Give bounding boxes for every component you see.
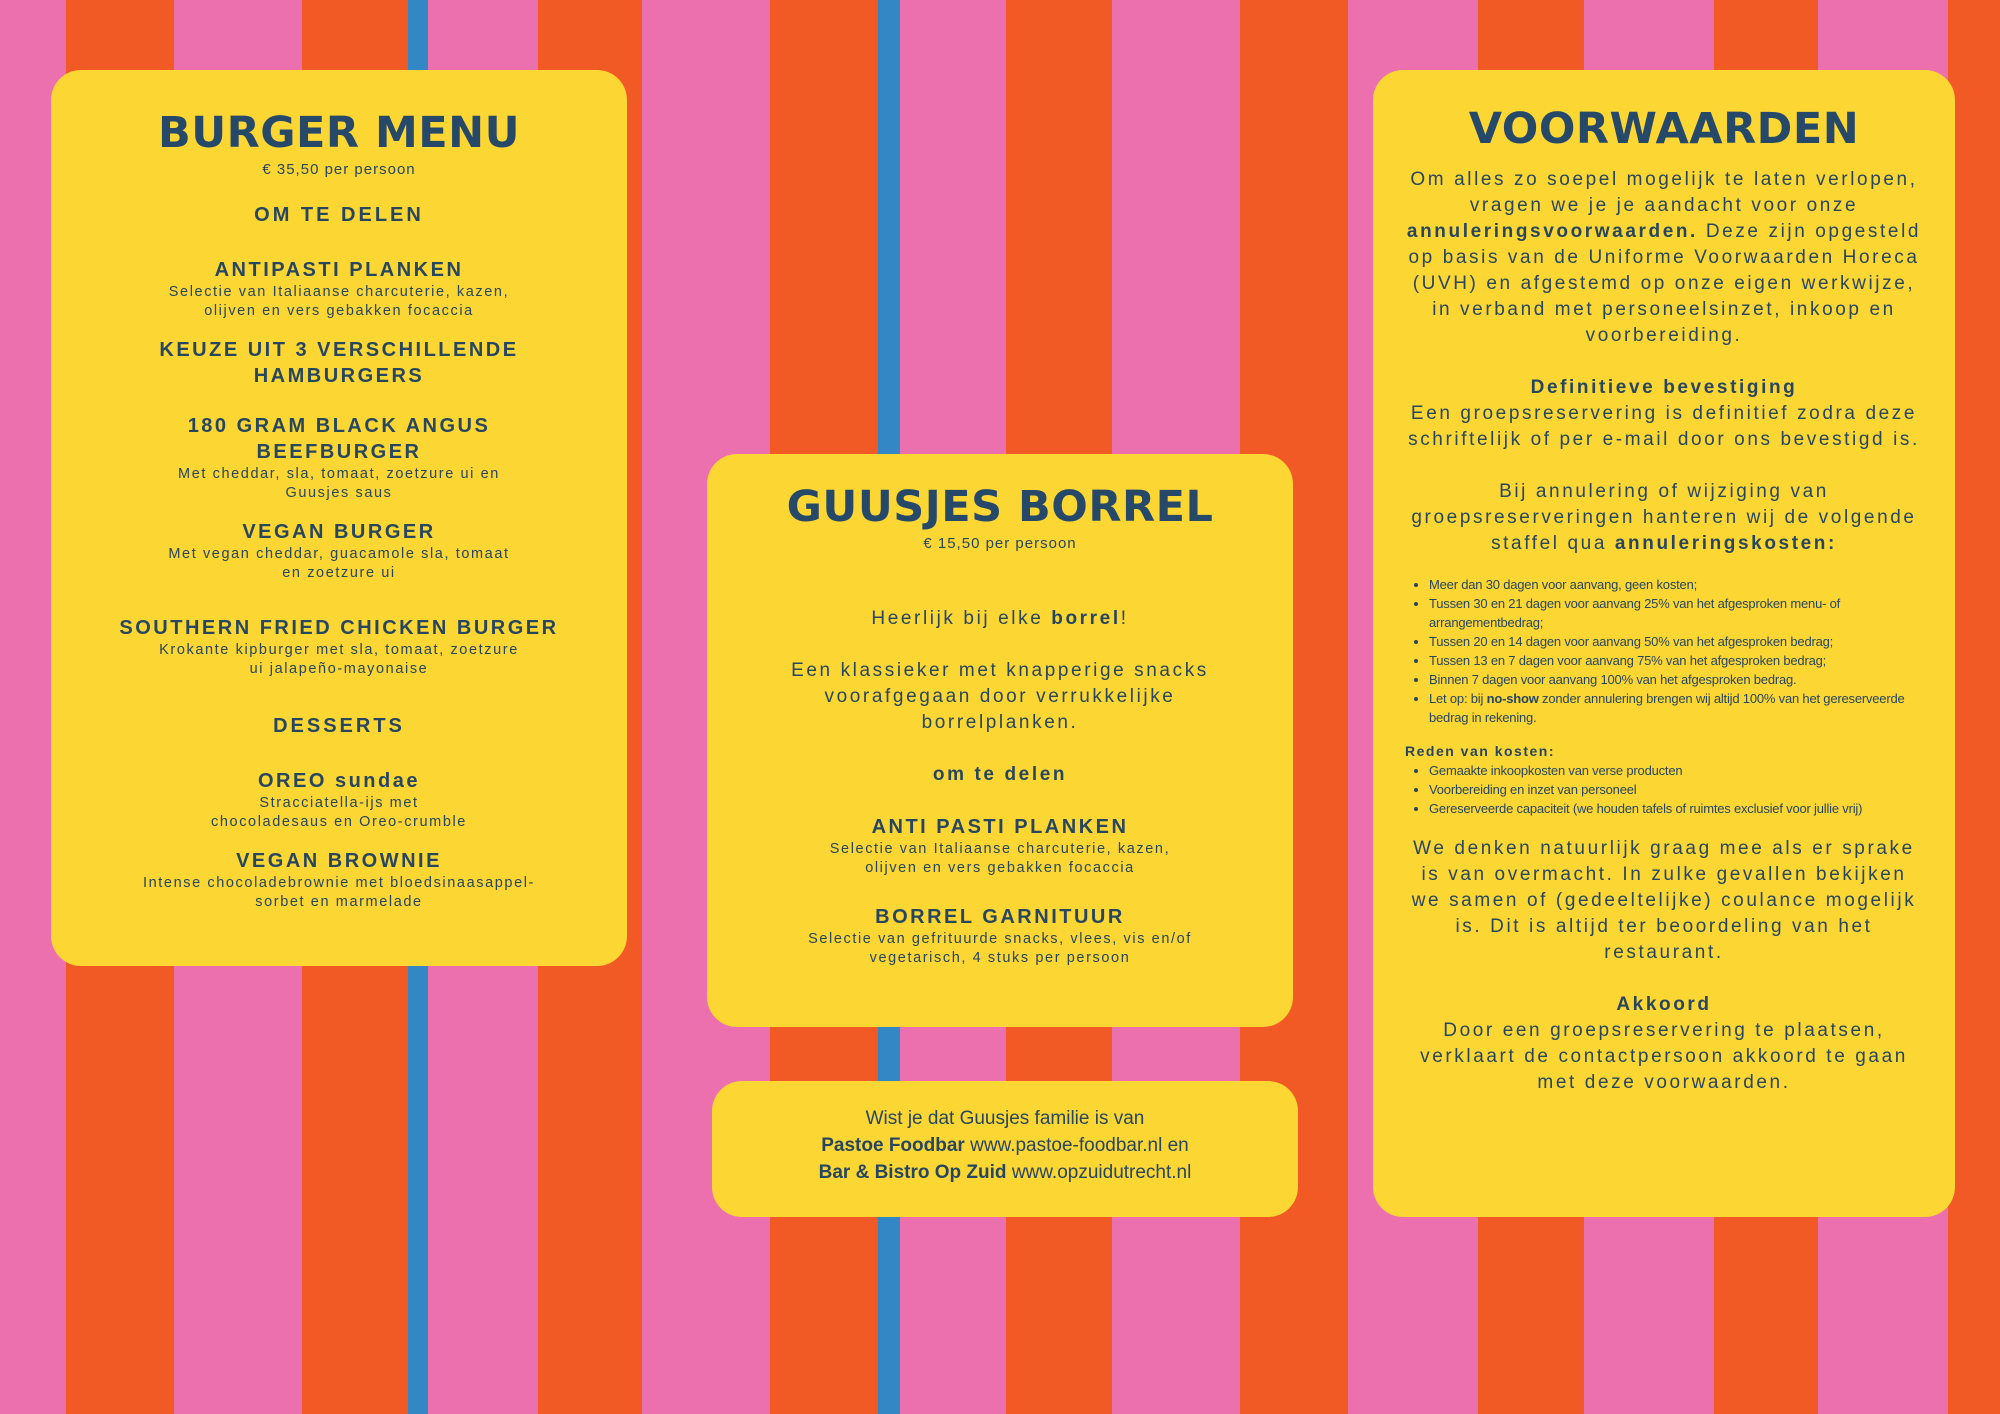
- cost-list-item: • Tussen 30 en 21 dagen voor aanvang 25% van het afgesproken menu- of arrangementbedrag;: [1429, 594, 1923, 632]
- voorwaarden-intro: [1405, 167, 1923, 349]
- no-show-bold: no-show: [1486, 691, 1539, 707]
- borrel-description: Een klassieker met knapperige snacks voorafgegaan door verrukkelijke borrelplanken.: [791, 660, 1209, 734]
- burger-menu-card: [51, 70, 627, 966]
- menu-item: [87, 615, 591, 679]
- borrel-intro: [747, 606, 1253, 632]
- dessert-item-title: VEGAN BROWNIE: [236, 850, 442, 873]
- reasons-list: [1405, 761, 1923, 818]
- menu-item: [87, 413, 591, 503]
- intro-bold: annuleringsvoorwaarden.: [1406, 221, 1698, 243]
- dessert-item-desc: Stracciatella-ijs met chocoladesaus en Oreo-crumble: [211, 795, 467, 831]
- menu-item: [87, 519, 591, 583]
- intro-text: Om alles zo soepel mogelijk te laten verlopen, vragen we je je aandacht voor onze: [1410, 169, 1918, 217]
- menu-item: [87, 257, 591, 321]
- family-line-pastoe: [732, 1132, 1278, 1159]
- pastoe-link[interactable]: www.pastoe-foodbar.nl: [970, 1135, 1163, 1156]
- dessert-item-desc: Intense chocoladebrownie met bloedsinaasappel-sorbet en marmelade: [142, 875, 535, 911]
- burger-menu-price: € 35,50 per persoon: [262, 161, 416, 179]
- borrel-item-title: ANTI PASTI PLANKEN: [871, 816, 1129, 839]
- family-card: [712, 1081, 1298, 1217]
- pastoe-brand: Pastoe Foodbar: [821, 1135, 965, 1156]
- menu-item-title: ANTIPASTI PLANKEN: [214, 259, 464, 282]
- reasons-heading: Reden van kosten:: [1405, 743, 1555, 760]
- borrel-title: GUUSJES BORREL: [786, 482, 1214, 532]
- confirm-text: Een groepsreservering is definitief zodra deze schriftelijk of per e-mail door ons bevestigd is.: [1408, 403, 1920, 451]
- akkoord-text: Door een groepsreservering te plaatsen, verklaart de contactpersoon akkoord te gaan met deze voorwaarden.: [1420, 1020, 1908, 1094]
- family-line-opzuid: [732, 1159, 1278, 1186]
- stripe-orange: [1948, 0, 2000, 1414]
- overmacht-text: We denken natuurlijk graag mee als er sprake is van overmacht. In zulke gevallen bekijken we samen of (gedeeltelijke) coulance mogelijk is. Dit is altijd ter beoordeling van het restaurant.: [1411, 838, 1917, 964]
- intro-end: Deze zijn opgesteld op basis van de Uniforme Voorwaarden Horeca (UVH) en afgestemd op onze eigen werkwijze, in verband met personeelsinzet, inkoop en voorbereiding.: [1408, 221, 1922, 347]
- cost-list-item: • Meer dan 30 dagen voor aanvang, geen kosten;: [1429, 575, 1923, 594]
- menu-item-desc: Selectie van Italiaanse charcuterie, kazen, olijven en vers gebakken focaccia: [168, 284, 510, 320]
- no-show-pre: Let op: bij: [1429, 691, 1487, 707]
- borrel-item: [747, 904, 1253, 968]
- cancel-text-body: Bij annulering of wijziging van groepsreserveringen hanteren wij de volgende staffel qua: [1411, 481, 1917, 555]
- family-line: Wist je dat Guusjes familie is van: [865, 1108, 1145, 1129]
- reasons-list-item: • Voorbereiding en inzet van personeel: [1429, 780, 1923, 799]
- opzuid-brand: Bar & Bistro Op Zuid: [818, 1162, 1007, 1183]
- borrel-price: € 15,50 per persoon: [923, 535, 1077, 553]
- cost-list: [1405, 575, 1923, 727]
- borrel-item-desc: Selectie van gefrituurde snacks, vlees, vis en/of vegetarisch, 4 stuks per persoon: [808, 931, 1192, 967]
- reasons-list-item: • Gereserveerde capaciteit (we houden tafels of ruimtes exclusief voor jullie vrij): [1429, 799, 1923, 818]
- opzuid-link[interactable]: www.opzuidutrecht.nl: [1011, 1162, 1192, 1183]
- borrel-intro-bold: borrel: [1051, 608, 1121, 630]
- burger-menu-title: BURGER MENU: [157, 108, 521, 158]
- cost-list-item: • Binnen 7 dagen voor aanvang 100% van het afgesproken bedrag.: [1429, 670, 1923, 689]
- cost-list-item: • Tussen 13 en 7 dagen voor aanvang 75% van het afgesproken bedrag;: [1429, 651, 1923, 670]
- cancel-text: [1405, 479, 1923, 557]
- reasons-list-item: • Gemaakte inkoopkosten van verse producten: [1429, 761, 1923, 780]
- borrel-intro-end: !: [1120, 608, 1129, 630]
- dessert-item: [87, 768, 591, 832]
- borrel-item-desc: Selectie van Italiaanse charcuterie, kazen, olijven en vers gebakken focaccia: [829, 841, 1171, 877]
- borrel-card: [707, 454, 1293, 1027]
- dessert-item: [87, 848, 591, 912]
- dessert-item-title: OREO sundae: [258, 770, 420, 793]
- menu-item-title: SOUTHERN FRIED CHICKEN BURGER: [119, 617, 559, 640]
- share-heading: OM TE DELEN: [254, 204, 424, 227]
- menu-item-title: 180 GRAM BLACK ANGUS BEEFBURGER: [187, 415, 491, 464]
- borrel-item-title: BORREL GARNITUUR: [875, 906, 1125, 929]
- and-text: en: [1167, 1135, 1189, 1156]
- cost-list-item: [1429, 689, 1923, 727]
- menu-item-desc: Met vegan cheddar, guacamole sla, tomaat en zoetzure ui: [168, 546, 510, 582]
- cancel-text-bold: annuleringskosten:: [1614, 533, 1837, 555]
- voorwaarden-card: [1373, 70, 1955, 1217]
- menu-item-title: VEGAN BURGER: [242, 521, 436, 544]
- borrel-item: [747, 814, 1253, 878]
- no-show-post: zonder annulering brengen wij altijd 100% van het gereserveerde bedrag in rekening.: [1429, 691, 1905, 726]
- confirm-heading: Definitieve bevestiging: [1530, 377, 1798, 399]
- menu-item: [87, 337, 591, 389]
- menu-item-title: KEUZE UIT 3 VERSCHILLENDE HAMBURGERS: [159, 339, 519, 388]
- desserts-heading: DESSERTS: [273, 715, 405, 738]
- voorwaarden-title: VOORWAARDEN: [1468, 104, 1860, 154]
- akkoord-heading: Akkoord: [1616, 994, 1712, 1016]
- cost-list-item: • Tussen 20 en 14 dagen voor aanvang 50% van het afgesproken bedrag;: [1429, 632, 1923, 651]
- borrel-intro-text: Heerlijk bij elke: [871, 608, 1052, 630]
- menu-item-desc: Krokante kipburger met sla, tomaat, zoetzure ui jalapeño-mayonaise: [159, 642, 519, 678]
- borrel-share-heading: om te delen: [932, 764, 1068, 786]
- menu-item-desc: Met cheddar, sla, tomaat, zoetzure ui en Guusjes saus: [178, 466, 500, 502]
